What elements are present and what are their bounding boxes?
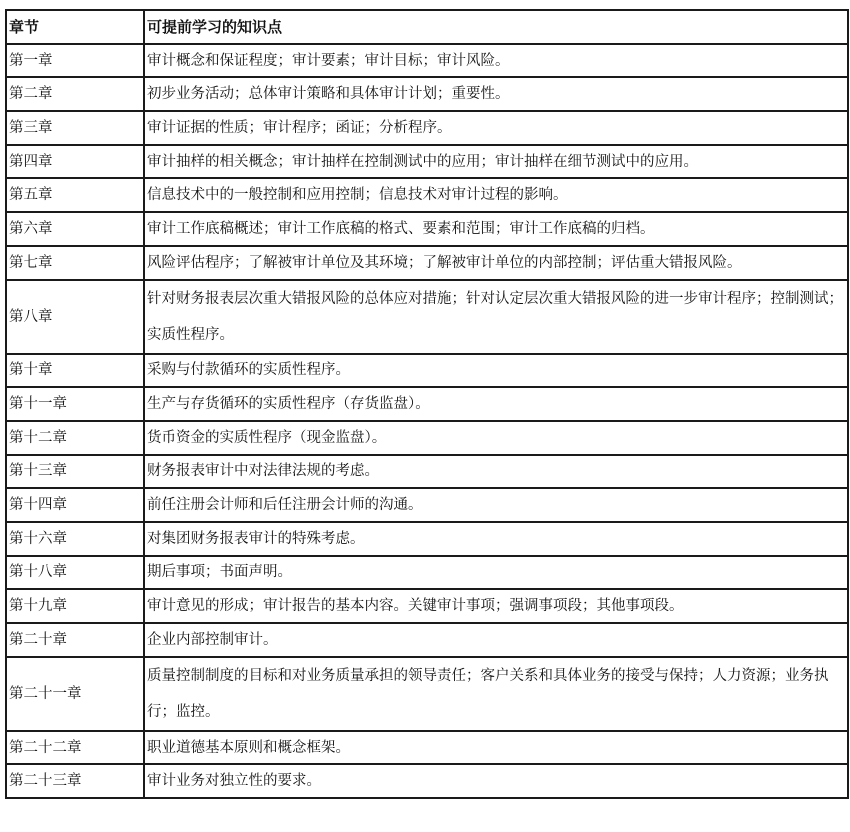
table-body xyxy=(6,44,848,798)
table-row xyxy=(6,589,848,623)
table-row xyxy=(6,623,848,657)
topics-cell: 针对财务报表层次重大错报风险的总体应对措施；针对认定层次重大错报风险的进一步审计程序；控制测试；实质性程序。 xyxy=(144,280,848,354)
chapter-topics-table xyxy=(5,9,849,799)
table-row xyxy=(6,212,848,246)
header-topics: 可提前学习的知识点 xyxy=(144,10,848,44)
table-row xyxy=(6,522,848,556)
table-row xyxy=(6,488,848,522)
topics-cell: 前任注册会计师和后任注册会计师的沟通。 xyxy=(144,488,848,522)
chapter-cell: 第二十二章 xyxy=(6,731,144,765)
chapter-cell: 第八章 xyxy=(6,280,144,354)
chapter-cell: 第十一章 xyxy=(6,387,144,421)
topics-cell: 采购与付款循环的实质性程序。 xyxy=(144,354,848,388)
table-header-row xyxy=(6,10,848,44)
topics-cell: 审计概念和保证程度；审计要素；审计目标；审计风险。 xyxy=(144,44,848,78)
topics-cell: 审计证据的性质；审计程序；函证；分析程序。 xyxy=(144,111,848,145)
table-row xyxy=(6,145,848,179)
study-table-container xyxy=(5,9,849,799)
chapter-cell: 第六章 xyxy=(6,212,144,246)
table-row xyxy=(6,111,848,145)
chapter-cell: 第十章 xyxy=(6,354,144,388)
topics-cell: 信息技术中的一般控制和应用控制；信息技术对审计过程的影响。 xyxy=(144,178,848,212)
table-row xyxy=(6,455,848,489)
table-row xyxy=(6,387,848,421)
topics-cell: 企业内部控制审计。 xyxy=(144,623,848,657)
topics-cell: 风险评估程序；了解被审计单位及其环境；了解被审计单位的内部控制；评估重大错报风险。 xyxy=(144,246,848,280)
chapter-cell: 第七章 xyxy=(6,246,144,280)
table-row xyxy=(6,731,848,765)
topics-cell: 审计业务对独立性的要求。 xyxy=(144,764,848,798)
chapter-cell: 第十六章 xyxy=(6,522,144,556)
chapter-cell: 第二十三章 xyxy=(6,764,144,798)
topics-cell: 生产与存货循环的实质性程序（存货监盘）。 xyxy=(144,387,848,421)
topics-cell: 职业道德基本原则和概念框架。 xyxy=(144,731,848,765)
topics-cell: 审计抽样的相关概念；审计抽样在控制测试中的应用；审计抽样在细节测试中的应用。 xyxy=(144,145,848,179)
chapter-cell: 第十二章 xyxy=(6,421,144,455)
chapter-cell: 第十四章 xyxy=(6,488,144,522)
chapter-cell: 第十九章 xyxy=(6,589,144,623)
table-row xyxy=(6,421,848,455)
chapter-cell: 第二十一章 xyxy=(6,657,144,731)
chapter-cell: 第四章 xyxy=(6,145,144,179)
chapter-cell: 第二章 xyxy=(6,77,144,111)
table-row xyxy=(6,764,848,798)
chapter-cell: 第三章 xyxy=(6,111,144,145)
topics-cell: 质量控制制度的目标和对业务质量承担的领导责任；客户关系和具体业务的接受与保持；人力资源；业务执行；监控。 xyxy=(144,657,848,731)
table-row xyxy=(6,178,848,212)
topics-cell: 初步业务活动；总体审计策略和具体审计计划；重要性。 xyxy=(144,77,848,111)
table-row xyxy=(6,354,848,388)
table-row xyxy=(6,556,848,590)
topics-cell: 期后事项；书面声明。 xyxy=(144,556,848,590)
topics-cell: 对集团财务报表审计的特殊考虑。 xyxy=(144,522,848,556)
table-row xyxy=(6,44,848,78)
chapter-cell: 第十八章 xyxy=(6,556,144,590)
table-row xyxy=(6,657,848,731)
chapter-cell: 第一章 xyxy=(6,44,144,78)
topics-cell: 审计工作底稿概述；审计工作底稿的格式、要素和范围；审计工作底稿的归档。 xyxy=(144,212,848,246)
topics-cell: 货币资金的实质性程序（现金监盘）。 xyxy=(144,421,848,455)
table-row xyxy=(6,280,848,354)
topics-cell: 审计意见的形成；审计报告的基本内容。关键审计事项；强调事项段；其他事项段。 xyxy=(144,589,848,623)
chapter-cell: 第五章 xyxy=(6,178,144,212)
table-row xyxy=(6,246,848,280)
topics-cell: 财务报表审计中对法律法规的考虑。 xyxy=(144,455,848,489)
header-chapter: 章节 xyxy=(6,10,144,44)
chapter-cell: 第二十章 xyxy=(6,623,144,657)
table-row xyxy=(6,77,848,111)
chapter-cell: 第十三章 xyxy=(6,455,144,489)
